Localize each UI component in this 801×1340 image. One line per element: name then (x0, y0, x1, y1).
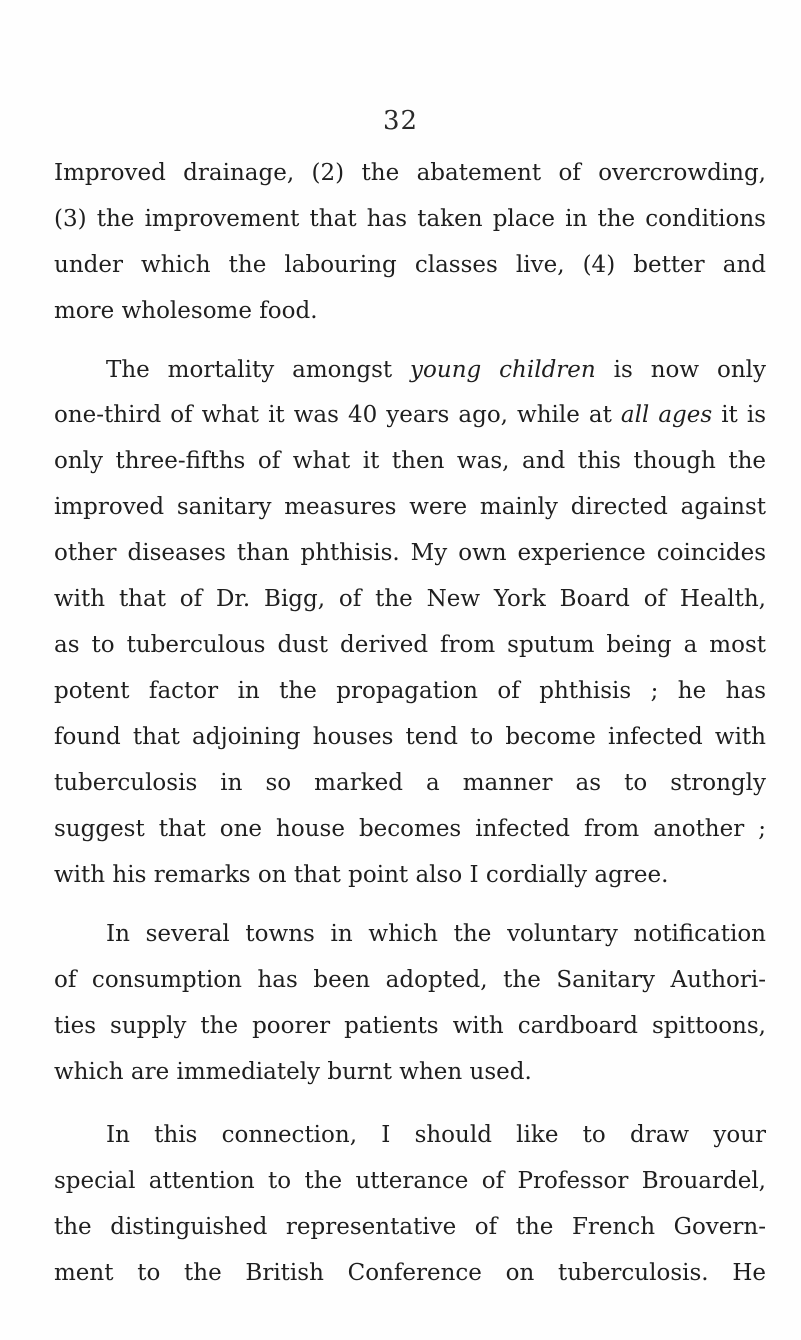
text-line: under which the labouring classes live, (4) better and (54, 252, 766, 278)
text-line: as to tuberculous dust derived from sputum being a most (54, 632, 766, 658)
text-line: with that of Dr. Bigg, of the New York Board of Health, (54, 586, 766, 612)
text-line: suggest that one house becomes infected from another ; (54, 816, 766, 842)
text-run: it is (712, 402, 766, 428)
text-line: ment to the British Conference on tuberculosis. He (54, 1260, 766, 1286)
text-line: potent factor in the propagation of phthisis ; he has (54, 678, 766, 704)
text-run: is now only (595, 357, 766, 383)
italic-phrase: young children (410, 357, 596, 383)
text-line: which are immediately burnt when used. (54, 1059, 532, 1085)
text-line (54, 353, 766, 387)
text-line: the distinguished representative of the French Govern- (54, 1214, 766, 1240)
text-line: of consumption has been adopted, the Sanitary Authori- (54, 967, 766, 993)
text-line: only three-fifths of what it then was, and this though the (54, 448, 766, 474)
text-line: (3) the improvement that has taken place in the conditions (54, 206, 766, 232)
italic-phrase: all ages (620, 402, 713, 428)
text-line: Improved drainage, (2) the abatement of overcrowding, (54, 160, 766, 186)
text-line: special attention to the utterance of Professor Brouardel, (54, 1168, 766, 1194)
page-number: 32 (382, 106, 419, 136)
text-line: more wholesome food. (54, 298, 318, 324)
text-line: with his remarks on that point also I cordially agree. (54, 862, 669, 888)
text-line: In several towns in which the voluntary notification (106, 921, 766, 947)
text-line: In this connection, I should like to draw your (106, 1122, 766, 1148)
text-line (54, 398, 766, 432)
text-line: found that adjoining houses tend to become infected with (54, 724, 766, 750)
text-line: improved sanitary measures were mainly directed against (54, 494, 766, 520)
text-line: tuberculosis in so marked a manner as to strongly (54, 770, 766, 796)
text-run: one-third of what it was 40 years ago, while at (54, 402, 621, 428)
text-run: The mortality amongst (106, 357, 411, 383)
text-line: other diseases than phthisis. My own experience coincides (54, 540, 766, 566)
text-line: ties supply the poorer patients with cardboard spittoons, (54, 1013, 766, 1039)
